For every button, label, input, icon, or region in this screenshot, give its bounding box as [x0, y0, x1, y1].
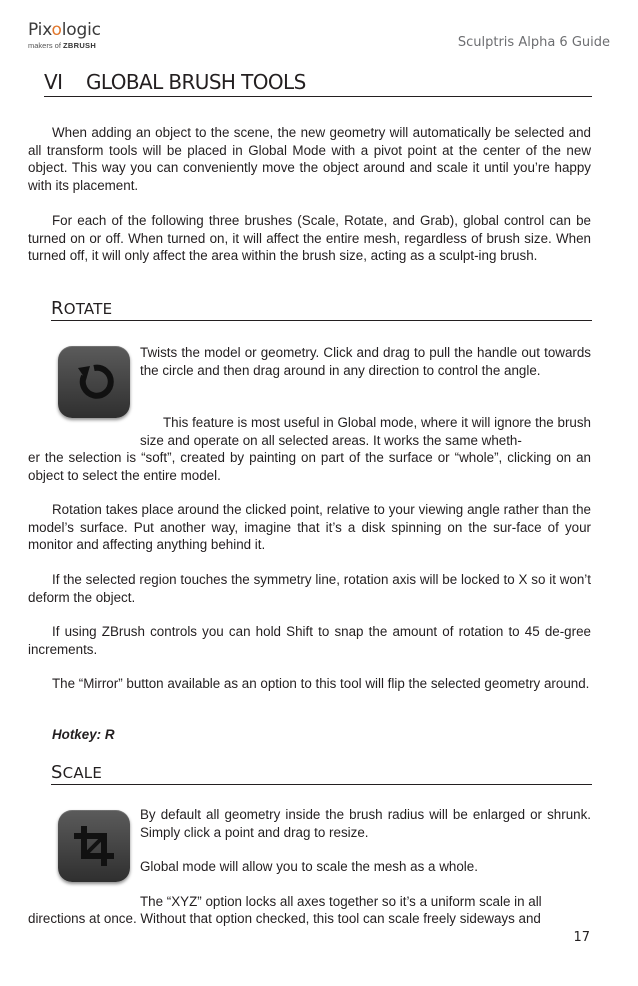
guide-title: Sculptris Alpha 6 Guide: [457, 35, 610, 50]
scale-paragraph-3a: The “XYZ” option locks all axes together so it’s a uniform scale in all: [140, 894, 542, 909]
scale-paragraph-2: Global mode will allow you to scale the mesh as a whole.: [140, 859, 478, 874]
rotate-paragraph-6: The “Mirror” button available as an option to this tool will flip the selected geometry around.: [52, 676, 590, 691]
crop-scale-icon: [58, 810, 130, 882]
logo-wordmark: Pixologic: [28, 20, 101, 40]
rotate-hotkey: Hotkey: R: [52, 727, 115, 742]
rotate-paragraph-2a: This feature is most useful in Global mode, where it will ignore the brush size and operate on all selected areas. It works the same wheth-: [140, 415, 591, 448]
chapter-title: GLOBAL BRUSH TOOLS: [86, 70, 306, 94]
rotate-paragraph-5: If using ZBrush controls you can hold Shift to snap the amount of rotation to 45 de-gree increments.: [28, 624, 591, 657]
logo-tagline: makers of ZBRUSH: [28, 41, 97, 50]
scale-paragraph-1: By default all geometry inside the brush radius will be enlarged or shrunk. Simply click a point and drag to resize.: [140, 807, 591, 840]
section-heading-rotate: ROTATE: [51, 298, 592, 321]
intro-paragraph-1: When adding an object to the scene, the new geometry will automatically be selected and all transform tools will be placed in Global Mode with a pivot point at the center of the new object. This way you can conveniently move the object around and scale it until you’re happy with its placement.: [28, 125, 591, 193]
chapter-number: VI: [44, 70, 63, 94]
section-heading-scale: SCALE: [51, 762, 592, 785]
rotate-paragraph-3: Rotation takes place around the clicked point, relative to your viewing angle rather than the model’s surface. Put another way, imagine that it’s a disk spinning on the sur-face of your monitor and affecting anything behind it.: [28, 502, 591, 553]
rotate-paragraph-4: If the selected region touches the symmetry line, rotation axis will be locked to X so it won’t deform the object.: [28, 572, 591, 605]
rotate-paragraph-1: Twists the model or geometry. Click and drag to pull the handle out towards the circle and then drag around in any direction to control the angle.: [140, 345, 591, 378]
page-number: 17: [573, 930, 590, 945]
rotate-paragraph-2b: er the selection is “soft”, created by painting on part of the surface or “whole”, clicking on an object to select the entire model.: [28, 450, 591, 483]
scale-paragraph-3b: directions at once. Without that option checked, this tool can scale freely sideways and: [28, 911, 541, 926]
chapter-heading: [44, 70, 592, 97]
rotate-icon: [58, 346, 130, 418]
intro-paragraph-2: For each of the following three brushes (Scale, Rotate, and Grab), global control can be turned on or off. When turned on, it will affect the entire mesh, regardless of brush size. When turned off, it will only affect the area within the brush size, acting as a sculpt-ing brush.: [28, 213, 591, 264]
pixologic-logo: [28, 20, 101, 50]
